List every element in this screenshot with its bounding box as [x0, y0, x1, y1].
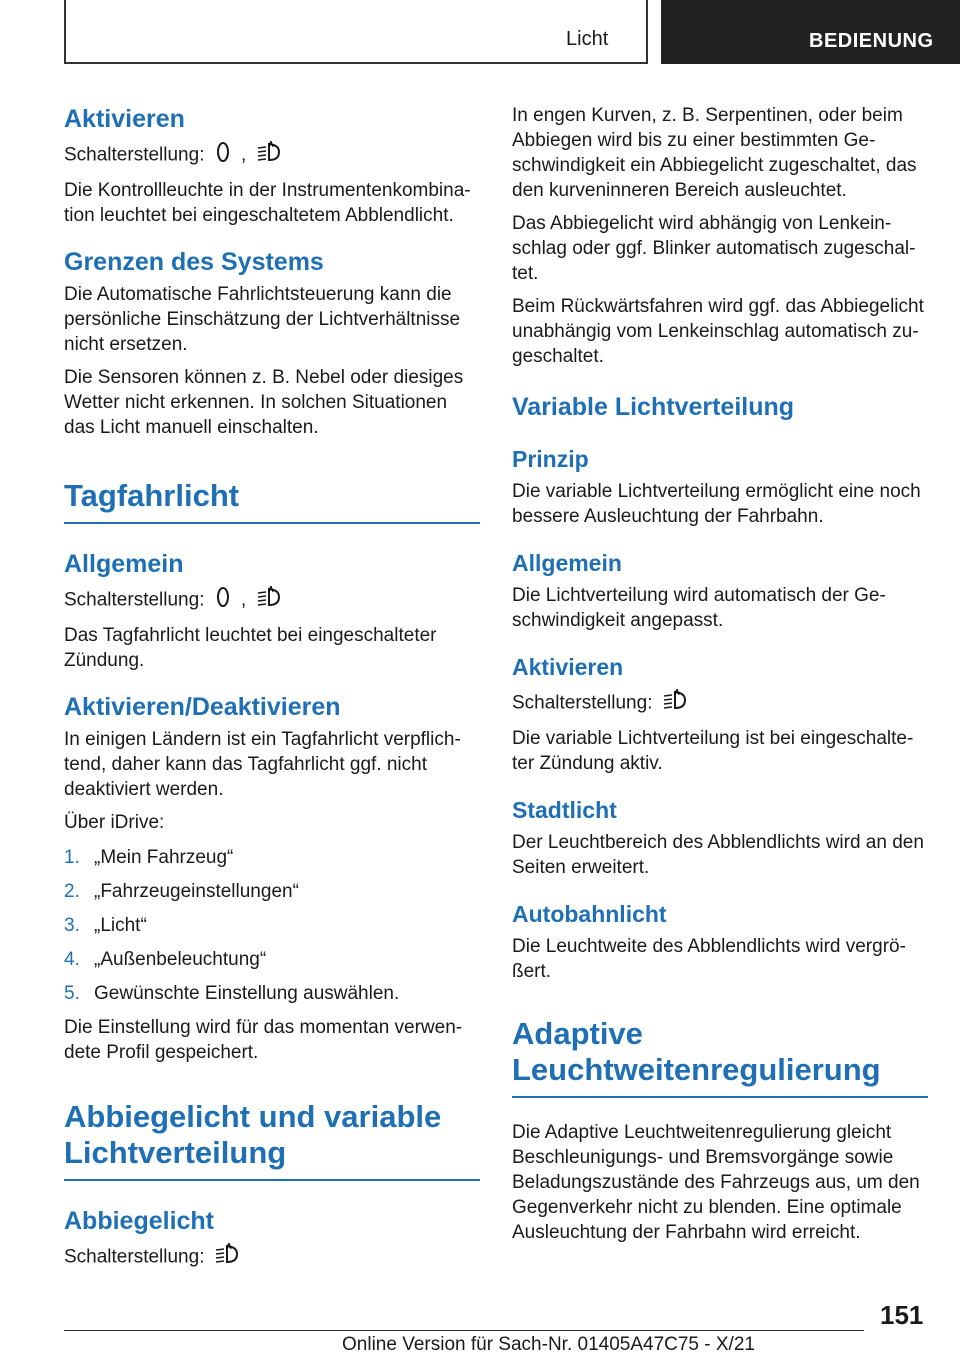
svg-text:A: A: [673, 688, 680, 697]
paragraph: Die Leuchtweite des Abblendlichts wird vergrö-ßert.: [512, 936, 906, 982]
footer-rule: [64, 1330, 864, 1331]
switch-label: Schalterstellung:: [512, 692, 653, 714]
heading-autobahnlicht: Autobahnlicht: [512, 901, 667, 927]
auto-light-icon: [660, 687, 688, 720]
paragraph: Die Lichtverteilung wird automatisch der Ge-schwindigkeit angepasst.: [512, 585, 886, 631]
paragraph: Beim Rückwärtsfahren wird ggf. das Abbiegelicht unabhängig vom Lenkeinschlag automatisch zu-geschaltet.: [512, 296, 924, 367]
light-off-icon: [212, 139, 234, 172]
paragraph: Die Einstellung wird für das momentan verwen-dete Profil gespeichert.: [64, 1017, 463, 1063]
footer-online-version: Online Version für Sach-Nr. 01405A47C75 - X/21: [342, 1334, 755, 1355]
header-chapter: BEDIENUNG: [809, 30, 934, 52]
switch-label: Schalterstellung:: [64, 1246, 205, 1268]
paragraph: Die Kontrollleuchte in der Instrumentenkombina-tion leuchtet bei eingeschaltetem Abblendlicht.: [64, 180, 471, 226]
list-item: 1. „Mein Fahrzeug“: [64, 847, 234, 868]
heading-stadtlicht: Stadtlicht: [512, 797, 617, 823]
list-item: 2. „Fahrzeugeinstellungen“: [64, 881, 299, 902]
heading-allgemein: Allgemein: [512, 550, 622, 576]
right-column: [512, 103, 928, 1245]
svg-text:A: A: [267, 585, 274, 594]
paragraph: Der Leuchtbereich des Abblendlichts wird an den Seiten erweitert.: [512, 832, 924, 878]
heading-grenzen: Grenzen des Systems: [64, 248, 324, 276]
paragraph: In engen Kurven, z. B. Serpentinen, oder beim Abbiegen wird bis zu einer bestimmten Ge-schwindigkeit ein Abbiegelicht zugeschaltet, das den kurveninneren Bereich ausleuchtet.: [512, 105, 917, 201]
paragraph: Über iDrive:: [64, 812, 165, 833]
paragraph: Die Adaptive Leuchtweitenregulierung gleicht Beschleunigungs- und Bremsvorgänge sowie Beladungszustände des Fahrzeugs aus, um den Gegenverkehr nicht zu blenden. Eine optimale Ausleuchtung der Fahrbahn wird erreicht.: [512, 1122, 920, 1243]
paragraph: Das Tagfahrlicht leuchtet bei eingeschalteter Zündung.: [64, 625, 437, 671]
switch-position-row: [512, 687, 928, 720]
page-number: 151: [880, 1300, 924, 1330]
heading-allgemein: Allgemein: [64, 550, 184, 578]
switch-position-row: [64, 1241, 480, 1274]
header-frame: [64, 0, 648, 64]
left-column: [64, 103, 480, 1274]
heading-prinzip: Prinzip: [512, 446, 589, 472]
comma: ,: [241, 589, 247, 611]
list-item: 4. „Außenbeleuchtung“: [64, 949, 267, 970]
switch-label: Schalterstellung:: [64, 589, 205, 611]
heading-aktivieren: Aktivieren: [64, 105, 185, 133]
switch-label: Schalterstellung:: [64, 144, 205, 166]
heading-abbiegelicht-variable: Abbiegelicht und variable Lichtverteilung: [64, 1099, 480, 1181]
auto-light-icon: [212, 1241, 240, 1274]
paragraph: Die variable Lichtverteilung ist bei eingeschalte-ter Zündung aktiv.: [512, 728, 914, 774]
paragraph: In einigen Ländern ist ein Tagfahrlicht verpflich-tend, daher kann das Tagfahrlicht ggf. nicht deaktiviert werden.: [64, 729, 461, 800]
light-off-icon: [212, 584, 234, 617]
paragraph: Die Automatische Fahrlichtsteuerung kann die persönliche Einschätzung der Lichtverhältnisse nicht ersetzen.: [64, 284, 461, 355]
auto-light-icon: [254, 139, 282, 172]
svg-text:A: A: [225, 1242, 232, 1251]
paragraph: Die Sensoren können z. B. Nebel oder diesiges Wetter nicht erkennen. In solchen Situationen das Licht manuell einschalten.: [64, 367, 464, 438]
list-item: 3. „Licht“: [64, 915, 147, 936]
paragraph: Die variable Lichtverteilung ermöglicht eine noch bessere Ausleuchtung der Fahrbahn.: [512, 481, 921, 527]
heading-variable-lichtverteilung: Variable Lichtverteilung: [512, 393, 795, 421]
auto-light-icon: [254, 584, 282, 617]
heading-aktivieren-deaktivieren: Aktivieren/Deaktivieren: [64, 693, 341, 721]
heading-abbiegelicht: Abbiegelicht: [64, 1207, 215, 1235]
header-section: Licht: [566, 28, 609, 50]
svg-text:A: A: [267, 140, 274, 149]
paragraph: Das Abbiegelicht wird abhängig von Lenkein-schlag oder ggf. Blinker automatisch zugeschal-tet.: [512, 213, 916, 284]
heading-adaptive: Adaptive Leuchtweitenregulierung: [512, 1016, 928, 1098]
heading-aktivieren: Aktivieren: [512, 654, 624, 680]
switch-position-row: [64, 139, 480, 172]
list-item: 5. Gewünschte Einstellung auswählen.: [64, 983, 400, 1004]
comma: ,: [241, 144, 247, 166]
heading-tagfahrlicht: Tagfahrlicht: [64, 478, 480, 524]
header-chapter-tab: [661, 0, 960, 64]
switch-position-row: [64, 584, 480, 617]
idrive-steps: [64, 845, 480, 1006]
